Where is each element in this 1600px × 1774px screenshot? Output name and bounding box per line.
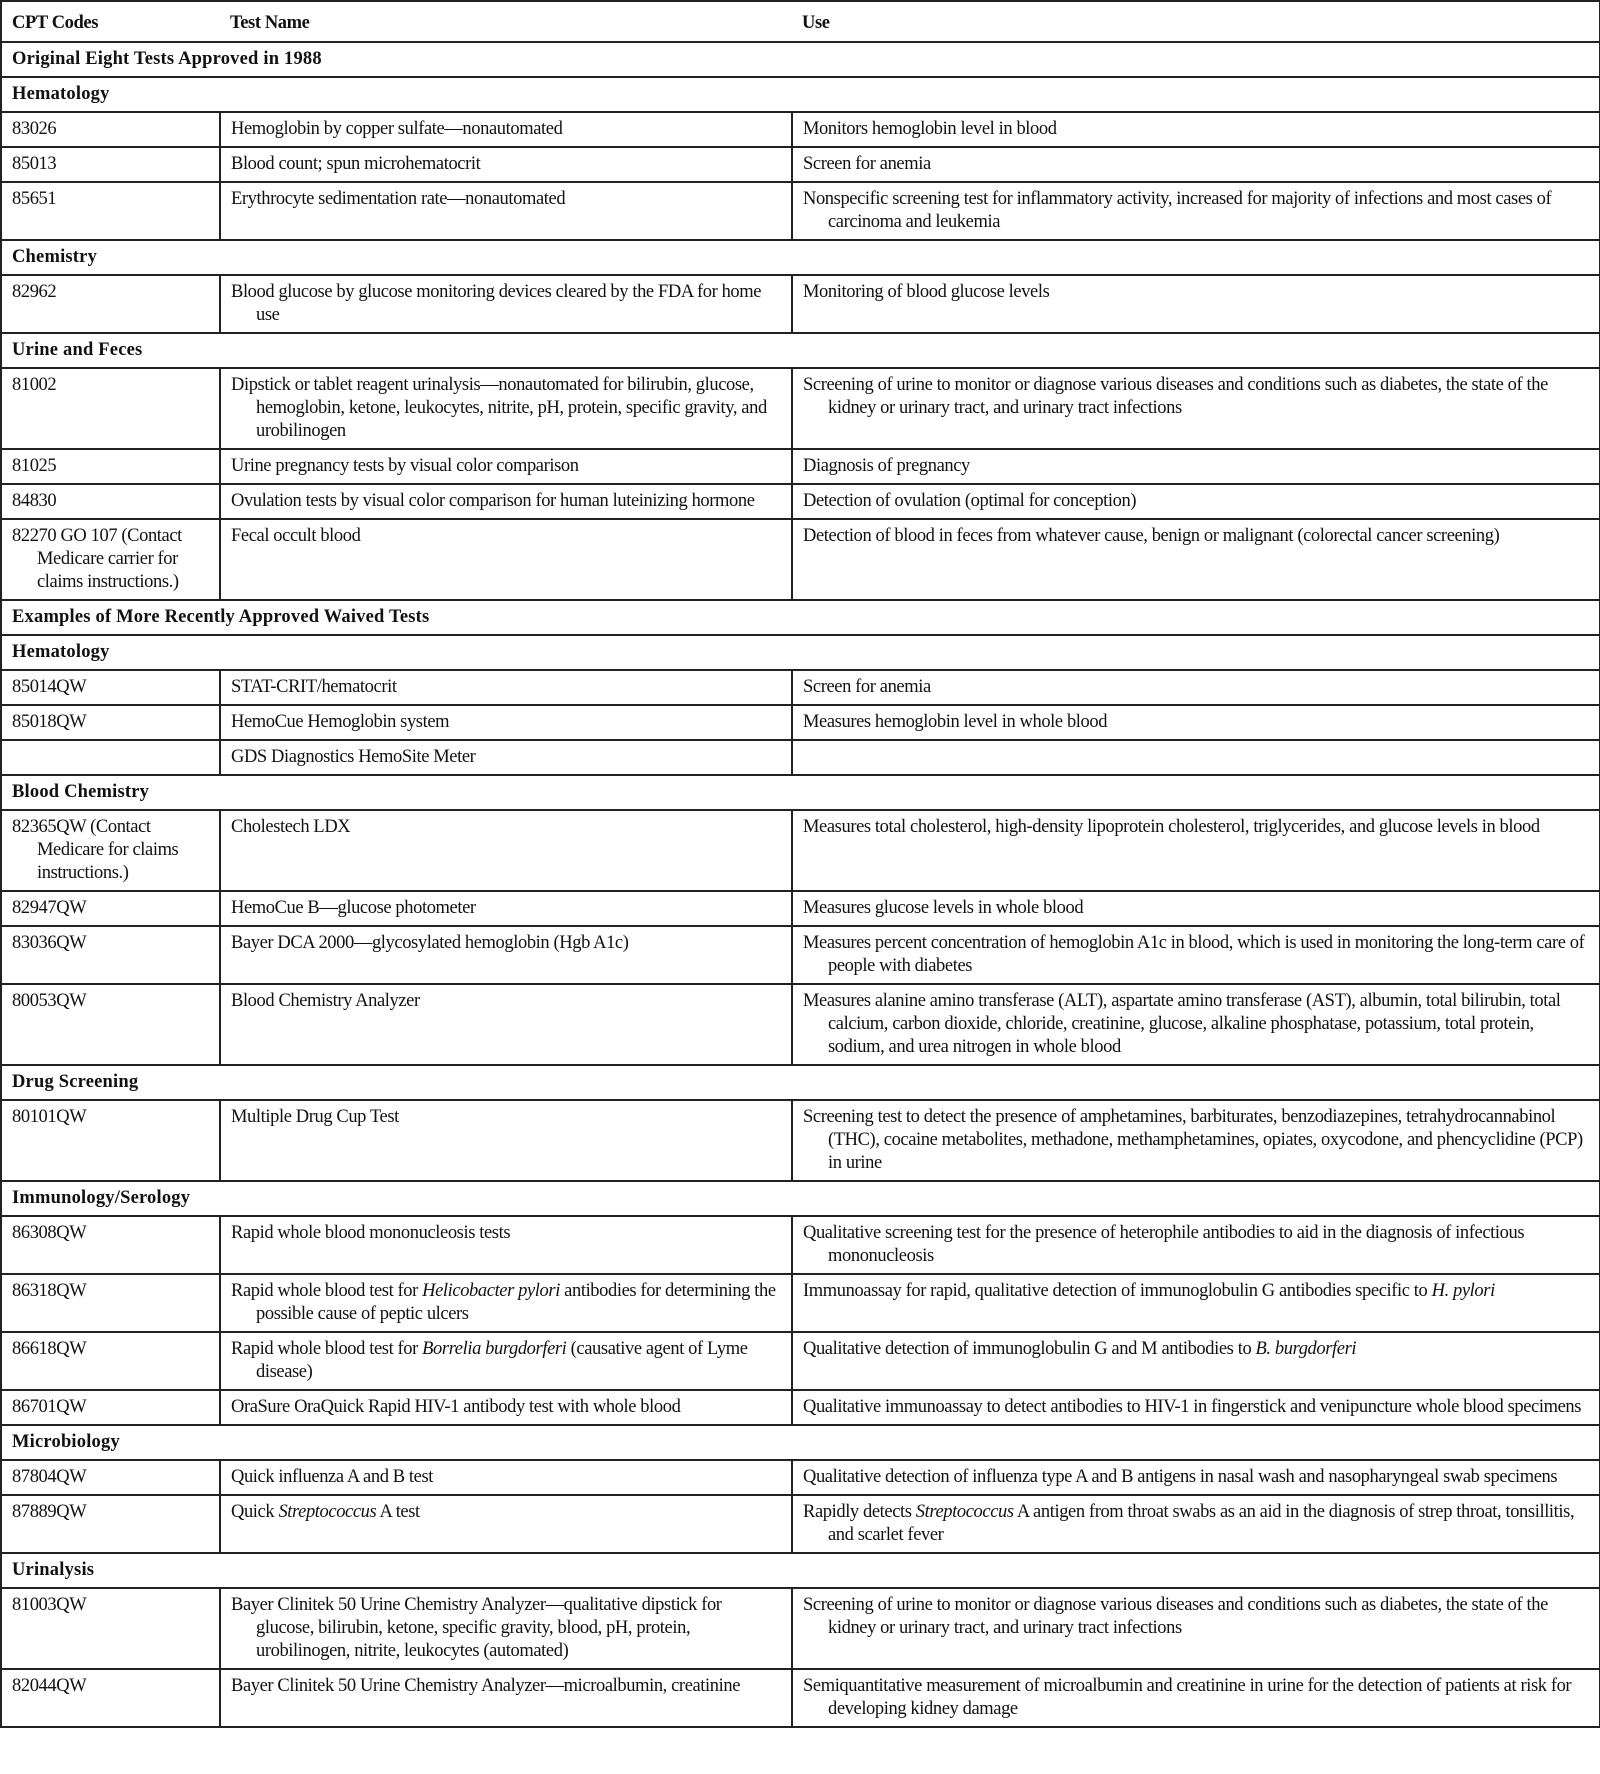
text-run: Rapid whole blood test for	[231, 1339, 423, 1359]
cpt-code: 81003QW	[12, 1595, 87, 1615]
cpt-code: 85014QW	[12, 677, 87, 697]
cpt-code: 80101QW	[12, 1107, 87, 1127]
table-row	[1, 926, 1600, 984]
table-row	[1, 810, 1600, 891]
use-description: Measures glucose levels in whole blood	[803, 898, 1084, 918]
cpt-code-cell	[1, 1274, 220, 1332]
table-row	[1, 1495, 1600, 1553]
cpt-code-cell	[1, 1332, 220, 1390]
use-cell	[792, 1588, 1600, 1669]
test-name-cell	[220, 926, 792, 984]
table-row	[1, 984, 1600, 1065]
category-title: Microbiology	[1, 1425, 1600, 1460]
table-row	[1, 368, 1600, 449]
test-name-cell	[220, 984, 792, 1065]
test-name: Fecal occult blood	[231, 526, 361, 546]
category-title: Immunology/Serology	[1, 1181, 1600, 1216]
text-run: Immunoassay for rapid, qualitative detection of immunoglobulin G antibodies specific to	[803, 1281, 1432, 1301]
category-header-row	[1, 333, 1600, 368]
table-row	[1, 1588, 1600, 1669]
cpt-code-cell	[1, 449, 220, 484]
table-row	[1, 1390, 1600, 1425]
cpt-code: 82962	[12, 282, 57, 302]
cpt-code: 86308QW	[12, 1223, 87, 1243]
category-header-row	[1, 77, 1600, 112]
use-cell	[792, 1332, 1600, 1390]
use-description: Screening of urine to monitor or diagnose various diseases and conditions such as diabetes, the state of the kidney or urinary tract, and urinary tract infections	[803, 375, 1548, 418]
use-description: Screen for anemia	[803, 154, 931, 174]
test-name: Multiple Drug Cup Test	[231, 1107, 399, 1127]
use-description: Measures percent concentration of hemoglobin A1c in blood, which is used in monitoring the long-term care of people with diabetes	[803, 933, 1585, 976]
use-description: Screening test to detect the presence of amphetamines, barbiturates, benzodiazepines, tetrahydrocannabinol (THC), cocaine metabolites, methadone, methamphetamines, opiates, oxycodone, and phencyclidine (PCP) in urine	[803, 1107, 1583, 1173]
category-header-row	[1, 240, 1600, 275]
cpt-code: 82365QW (Contact Medicare for claims instructions.)	[12, 817, 179, 883]
table-row	[1, 519, 1600, 600]
test-name: STAT-CRIT/hematocrit	[231, 677, 397, 697]
cpt-code-cell	[1, 1460, 220, 1495]
test-name-cell	[220, 705, 792, 740]
table-row	[1, 1332, 1600, 1390]
cpt-code-cell	[1, 147, 220, 182]
cpt-code-cell	[1, 112, 220, 147]
use-description: Detection of blood in feces from whatever cause, benign or malignant (colorectal cancer screening)	[803, 526, 1500, 546]
test-name-cell	[220, 182, 792, 240]
use-description	[803, 1501, 1589, 1547]
cpt-code-cell	[1, 810, 220, 891]
use-cell	[792, 1216, 1600, 1274]
use-cell	[792, 670, 1600, 705]
test-name-cell	[220, 1669, 792, 1727]
section-header-row	[1, 600, 1600, 635]
test-name-cell	[220, 1460, 792, 1495]
test-name: Blood count; spun microhematocrit	[231, 154, 481, 174]
test-name-cell	[220, 740, 792, 775]
cpt-code: 85018QW	[12, 712, 87, 732]
category-header-row	[1, 1553, 1600, 1588]
category-header-row	[1, 775, 1600, 810]
category-title: Blood Chemistry	[1, 775, 1600, 810]
table-row	[1, 484, 1600, 519]
category-title: Hematology	[1, 77, 1600, 112]
table-header-row	[1, 1, 1600, 42]
category-title: Drug Screening	[1, 1065, 1600, 1100]
test-name-cell	[220, 1100, 792, 1181]
test-name: Urine pregnancy tests by visual color comparison	[231, 456, 579, 476]
cpt-code: 87889QW	[12, 1502, 87, 1522]
cpt-code: 85013	[12, 154, 57, 174]
cpt-code: 84830	[12, 491, 57, 511]
test-name-cell	[220, 1495, 792, 1553]
test-name-cell	[220, 1332, 792, 1390]
test-name: Cholestech LDX	[231, 817, 351, 837]
test-name-cell	[220, 891, 792, 926]
table-row	[1, 1100, 1600, 1181]
section-title: Examples of More Recently Approved Waived Tests	[1, 600, 1600, 635]
use-description: Qualitative detection of influenza type A and B antigens in nasal wash and nasopharyngeal swab specimens	[803, 1467, 1558, 1487]
test-name-cell	[220, 519, 792, 600]
section-title: Original Eight Tests Approved in 1988	[1, 42, 1600, 77]
use-description: Measures hemoglobin level in whole blood	[803, 712, 1108, 732]
table-row	[1, 891, 1600, 926]
use-cell	[792, 1100, 1600, 1181]
italic-term: Helicobacter pylori	[422, 1281, 560, 1301]
test-name-cell	[220, 275, 792, 333]
text-run: A test	[376, 1502, 420, 1522]
test-name: Dipstick or tablet reagent urinalysis—nonautomated for bilirubin, glucose, hemoglobin, ketone, leukocytes, nitrite, pH, protein, specific gravity, and urobilinogen	[231, 375, 767, 441]
cpt-code: 85651	[12, 189, 57, 209]
table-row	[1, 670, 1600, 705]
category-title: Urinalysis	[1, 1553, 1600, 1588]
use-description: Qualitative immunoassay to detect antibodies to HIV-1 in fingerstick and venipuncture whole blood specimens	[803, 1397, 1582, 1417]
cpt-code-cell	[1, 1588, 220, 1669]
test-name	[231, 1501, 781, 1524]
use-description: Screen for anemia	[803, 677, 931, 697]
cpt-code-cell	[1, 705, 220, 740]
table-row	[1, 275, 1600, 333]
table-row	[1, 112, 1600, 147]
test-name: HemoCue Hemoglobin system	[231, 712, 450, 732]
header-use: Use	[792, 1, 1600, 42]
test-name: Bayer Clinitek 50 Urine Chemistry Analyzer—microalbumin, creatinine	[231, 1676, 741, 1696]
table-body	[1, 1, 1600, 1727]
use-description: Qualitative screening test for the presence of heterophile antibodies to aid in the diagnosis of infectious mononucleosis	[803, 1223, 1525, 1266]
test-name	[231, 1338, 781, 1384]
table-row	[1, 1274, 1600, 1332]
cpt-code-cell	[1, 368, 220, 449]
table-row	[1, 147, 1600, 182]
test-name: Quick influenza A and B test	[231, 1467, 434, 1487]
use-cell	[792, 1495, 1600, 1553]
category-header-row	[1, 1181, 1600, 1216]
use-description: Nonspecific screening test for inflammatory activity, increased for majority of infections and most cases of carcinoma and leukemia	[803, 189, 1552, 232]
cpt-code-cell	[1, 984, 220, 1065]
use-cell	[792, 147, 1600, 182]
italic-term: Streptococcus	[915, 1502, 1014, 1522]
use-cell	[792, 926, 1600, 984]
use-cell	[792, 891, 1600, 926]
table-row	[1, 1216, 1600, 1274]
use-cell	[792, 984, 1600, 1065]
text-run: antibodies for determining the possible cause of peptic ulcers	[256, 1281, 776, 1324]
cpt-code: 82270 GO 107 (Contact Medicare carrier for claims instructions.)	[12, 526, 182, 592]
use-description: Measures alanine amino transferase (ALT), aspartate amino transferase (AST), albumin, total bilirubin, total calcium, carbon dioxide, chloride, creatinine, glucose, alkaline phosphatase, potassium, total protein, sodium, and urea nitrogen in whole blood	[803, 991, 1561, 1057]
test-name: Blood Chemistry Analyzer	[231, 991, 420, 1011]
test-name-cell	[220, 147, 792, 182]
cpt-code-cell	[1, 519, 220, 600]
test-name	[231, 1280, 781, 1326]
test-name-cell	[220, 670, 792, 705]
category-title: Hematology	[1, 635, 1600, 670]
use-cell	[792, 182, 1600, 240]
category-title: Urine and Feces	[1, 333, 1600, 368]
use-cell	[792, 740, 1600, 775]
italic-term: Streptococcus	[278, 1502, 377, 1522]
cpt-code-cell	[1, 484, 220, 519]
test-name-cell	[220, 112, 792, 147]
text-run: Qualitative detection of immunoglobulin G and M antibodies to	[803, 1339, 1256, 1359]
use-description	[803, 1338, 1589, 1361]
cpt-code-cell	[1, 926, 220, 984]
cpt-code: 86618QW	[12, 1339, 87, 1359]
italic-term: B. burgdorferi	[1255, 1339, 1357, 1359]
test-name: Blood glucose by glucose monitoring devices cleared by the FDA for home use	[231, 282, 762, 325]
table-row	[1, 1669, 1600, 1727]
cpt-code: 80053QW	[12, 991, 87, 1011]
use-cell	[792, 705, 1600, 740]
use-description: Monitors hemoglobin level in blood	[803, 119, 1057, 139]
cpt-code-cell	[1, 275, 220, 333]
cpt-code: 87804QW	[12, 1467, 87, 1487]
table-row	[1, 1460, 1600, 1495]
test-name: Rapid whole blood mononucleosis tests	[231, 1223, 511, 1243]
cpt-code-cell	[1, 1669, 220, 1727]
text-run: Quick	[231, 1502, 279, 1522]
use-description: Measures total cholesterol, high-density lipoprotein cholesterol, triglycerides, and glucose levels in blood	[803, 817, 1540, 837]
cpt-code: 81025	[12, 456, 57, 476]
use-cell	[792, 112, 1600, 147]
cpt-code: 82044QW	[12, 1676, 87, 1696]
use-cell	[792, 810, 1600, 891]
table-row	[1, 449, 1600, 484]
use-cell	[792, 368, 1600, 449]
test-name: GDS Diagnostics HemoSite Meter	[231, 747, 476, 767]
test-name-cell	[220, 1390, 792, 1425]
use-description: Screening of urine to monitor or diagnose various diseases and conditions such as diabetes, the state of the kidney or urinary tract, and urinary tract infections	[803, 1595, 1548, 1638]
test-name-cell	[220, 810, 792, 891]
test-name: Hemoglobin by copper sulfate—nonautomated	[231, 119, 563, 139]
cpt-code-cell	[1, 740, 220, 775]
cpt-code: 83026	[12, 119, 57, 139]
test-name: Bayer DCA 2000—glycosylated hemoglobin (Hgb A1c)	[231, 933, 629, 953]
test-name-cell	[220, 449, 792, 484]
use-cell	[792, 275, 1600, 333]
use-description: Diagnosis of pregnancy	[803, 456, 970, 476]
use-description	[803, 1280, 1589, 1303]
cpt-code: 81002	[12, 375, 57, 395]
test-name: Ovulation tests by visual color comparison for human luteinizing hormone	[231, 491, 755, 511]
use-description: Monitoring of blood glucose levels	[803, 282, 1050, 302]
use-cell	[792, 449, 1600, 484]
use-description: Semiquantitative measurement of microalbumin and creatinine in urine for the detection of patients at risk for developing kidney damage	[803, 1676, 1572, 1719]
cpt-code-cell	[1, 1390, 220, 1425]
italic-term: Borrelia burgdorferi	[422, 1339, 567, 1359]
test-name-cell	[220, 484, 792, 519]
category-header-row	[1, 635, 1600, 670]
use-cell	[792, 1669, 1600, 1727]
section-header-row	[1, 42, 1600, 77]
text-run: Rapidly detects	[803, 1502, 916, 1522]
cpt-code-cell	[1, 1100, 220, 1181]
cpt-code-cell	[1, 1216, 220, 1274]
cpt-code: 83036QW	[12, 933, 87, 953]
cpt-code: 86701QW	[12, 1397, 87, 1417]
table-row	[1, 182, 1600, 240]
text-run: Rapid whole blood test for	[231, 1281, 423, 1301]
category-title: Chemistry	[1, 240, 1600, 275]
test-name-cell	[220, 1216, 792, 1274]
table-row	[1, 705, 1600, 740]
use-cell	[792, 1274, 1600, 1332]
test-name: HemoCue B—glucose photometer	[231, 898, 476, 918]
header-test-name: Test Name	[220, 1, 792, 42]
cpt-code-cell	[1, 891, 220, 926]
use-cell	[792, 519, 1600, 600]
cpt-code: 82947QW	[12, 898, 87, 918]
cpt-code-cell	[1, 1495, 220, 1553]
test-name-cell	[220, 1274, 792, 1332]
test-name-cell	[220, 368, 792, 449]
header-cpt-codes: CPT Codes	[1, 1, 220, 42]
use-description: Detection of ovulation (optimal for conception)	[803, 491, 1137, 511]
use-cell	[792, 484, 1600, 519]
cpt-code: 86318QW	[12, 1281, 87, 1301]
use-cell	[792, 1460, 1600, 1495]
test-name: OraSure OraQuick Rapid HIV-1 antibody test with whole blood	[231, 1397, 681, 1417]
category-header-row	[1, 1425, 1600, 1460]
category-header-row	[1, 1065, 1600, 1100]
use-cell	[792, 1390, 1600, 1425]
test-name: Erythrocyte sedimentation rate—nonautomated	[231, 189, 566, 209]
cpt-code-cell	[1, 670, 220, 705]
cpt-code-cell	[1, 182, 220, 240]
italic-term: H. pylori	[1431, 1281, 1495, 1301]
table-row	[1, 740, 1600, 775]
test-name: Bayer Clinitek 50 Urine Chemistry Analyzer—qualitative dipstick for glucose, bilirubin, ketone, specific gravity, blood, pH, protein, urobilinogen, nitrite, leukocytes (automated)	[231, 1595, 722, 1661]
text-run: (causative agent of Lyme disease)	[256, 1339, 748, 1382]
text-run: A antigen from throat swabs as an aid in the diagnosis of strep throat, tonsillitis, and scarlet fever	[828, 1502, 1575, 1545]
test-name-cell	[220, 1588, 792, 1669]
